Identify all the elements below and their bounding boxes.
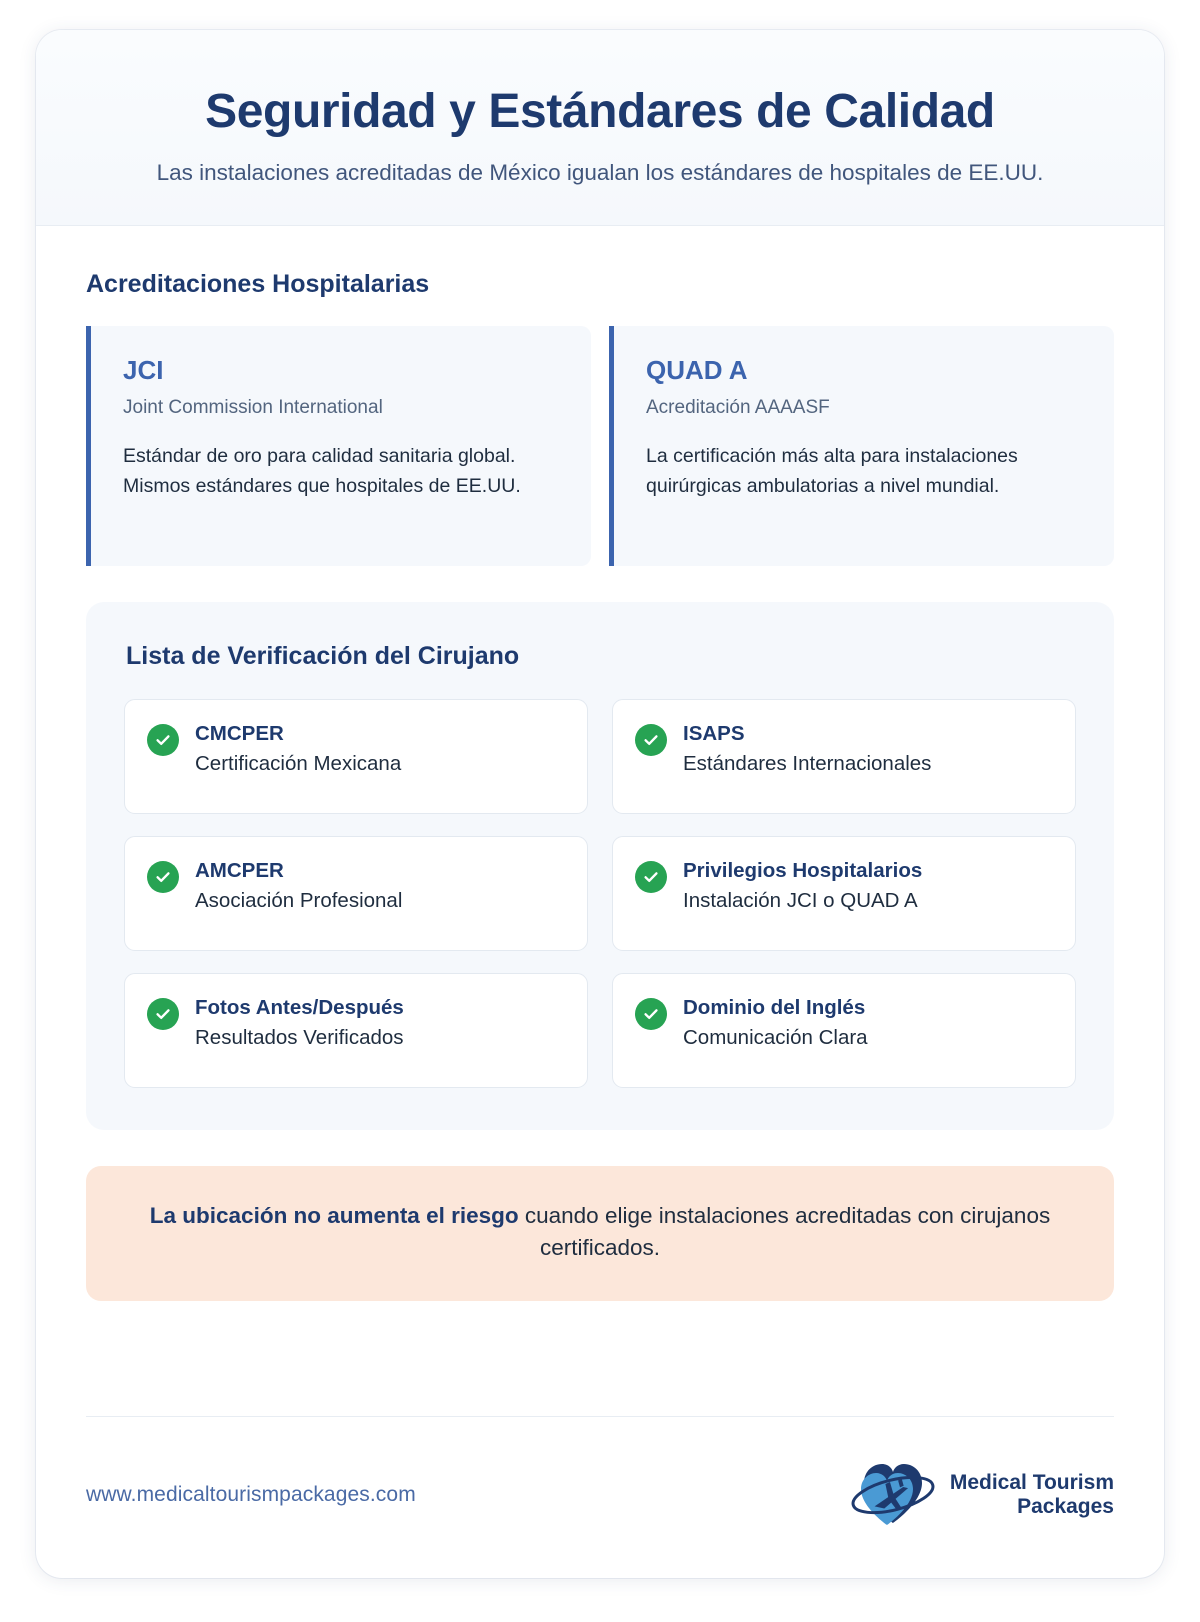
checklist-item-description: Estándares Internacionales (683, 752, 932, 776)
brand-line-2: Packages (1017, 1494, 1114, 1518)
accreditations-grid (86, 326, 1114, 566)
callout-emphasis: La ubicación no aumenta el riesgo (149, 1202, 519, 1228)
checklist-title: Lista de Verificación del Cirujano (126, 641, 520, 670)
checklist-item-description: Resultados Verificados (195, 1026, 404, 1050)
risk-callout (86, 1166, 1114, 1301)
check-circle-icon (147, 861, 179, 893)
checklist-item-amcper (124, 836, 588, 951)
checklist-item-fotos-antes-despues (124, 973, 588, 1088)
accreditation-description: La certificación más alta para instalaciones quirúrgicas ambulatorias a nivel mundial. (646, 445, 1018, 498)
checklist-item-description: Instalación JCI o QUAD A (683, 889, 918, 913)
hero-header (36, 30, 1164, 226)
checklist-item-description: Certificación Mexicana (195, 752, 402, 776)
check-circle-icon (635, 724, 667, 756)
callout-rest: cuando elige instalaciones acreditadas con cirujanos certificados. (518, 1202, 1051, 1261)
checklist-item-label: ISAPS (683, 721, 745, 745)
brand-wordmark (950, 1471, 1114, 1518)
checklist-item-cmcper (124, 699, 588, 814)
accreditation-card-quad-a (609, 326, 1114, 566)
checklist-item-isaps (612, 699, 1076, 814)
checklist-item-dominio-del-ingles (612, 973, 1076, 1088)
brand-logo (847, 1455, 1114, 1534)
callout-text (134, 1200, 1066, 1265)
footer-website-url[interactable]: www.medicaltourismpackages.com (86, 1482, 416, 1506)
page-title: Seguridad y Estándares de Calidad (205, 85, 995, 138)
infographic-card (36, 30, 1164, 1578)
checklist-item-label: Dominio del Inglés (683, 995, 866, 1019)
check-circle-icon (635, 998, 667, 1030)
accreditation-full-name: Acreditación AAAASF (646, 397, 830, 419)
brand-line-1: Medical Tourism (949, 1470, 1114, 1494)
main-content (36, 226, 1164, 1376)
accreditation-name: JCI (123, 354, 164, 385)
accreditation-full-name: Joint Commission International (123, 397, 383, 419)
checklist-item-label: Fotos Antes/Después (195, 995, 404, 1019)
checklist-item-label: Privilegios Hospitalarios (683, 858, 923, 882)
check-circle-icon (635, 861, 667, 893)
check-circle-icon (147, 998, 179, 1030)
page-subtitle: Las instalaciones acreditadas de México igualan los estándares de hospitales de EE.UU. (156, 159, 1044, 185)
checklist-item-description: Comunicación Clara (683, 1026, 868, 1050)
checklist-grid (124, 699, 1076, 1088)
accreditation-name: QUAD A (646, 354, 748, 385)
checklist-item-description: Asociación Profesional (195, 889, 403, 913)
checklist-item-privilegios-hospitalarios (612, 836, 1076, 951)
checklist-item-label: AMCPER (195, 858, 284, 882)
surgeon-checklist-panel (86, 602, 1114, 1130)
heart-airplane-logo-icon (847, 1455, 939, 1534)
accreditation-description: Estándar de oro para calidad sanitaria global. Mismos estándares que hospitales de EE.UU. (123, 445, 521, 498)
check-circle-icon (147, 724, 179, 756)
checklist-item-label: CMCPER (195, 721, 284, 745)
accreditation-card-jci (86, 326, 591, 566)
accreditations-section-title: Acreditaciones Hospitalarias (86, 269, 430, 298)
footer (86, 1416, 1114, 1578)
